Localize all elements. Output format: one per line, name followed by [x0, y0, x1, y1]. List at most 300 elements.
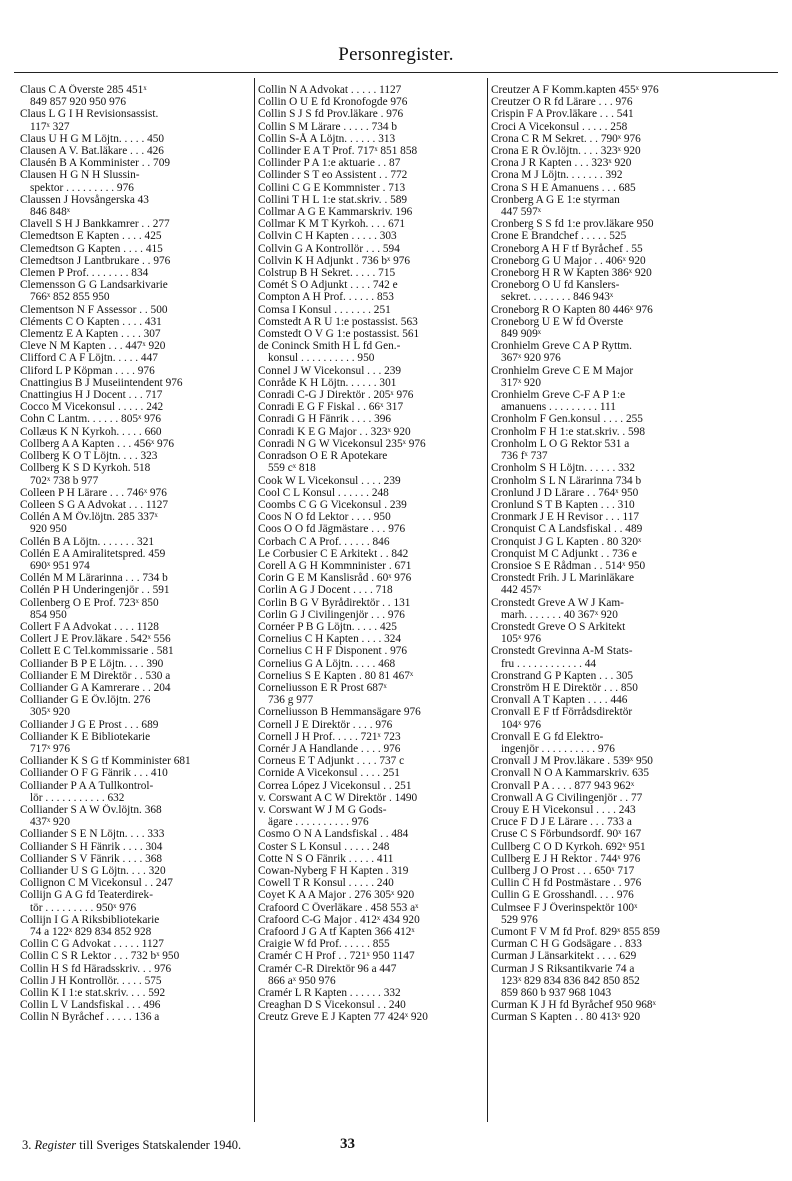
register-entry [20, 621, 250, 633]
entry-line: Le Corbusier C E Arkitekt . . 842 [258, 547, 409, 560]
entry-continuation: 447 597ˣ [501, 206, 541, 219]
page-footer [22, 1138, 782, 1153]
register-entry [20, 255, 250, 267]
entry-line: Coos O O fd Jägmästare . . . 976 [258, 523, 406, 536]
entry-continuation: spektor . . . . . . . . . 976 [30, 181, 134, 194]
register-entry [258, 719, 483, 731]
entry-continuation: 690ˣ 951 974 [30, 559, 90, 572]
entry-line: Crone E Brandchef . . . . . 525 [491, 230, 627, 243]
entry-line: Crona S H E Amanuens . . . 685 [491, 181, 636, 194]
register-entry [491, 316, 721, 340]
entry-line: Collin J H Kontrollör. . . . . 575 [20, 974, 162, 987]
entry-continuation: 437ˣ 920 [30, 816, 70, 829]
entry-line: Colliander B P E Löjtn. . . . 390 [20, 657, 164, 670]
entry-line: Creaghan D S Vicekonsul . . 240 [258, 999, 406, 1012]
register-entry [258, 304, 483, 316]
register-entry [258, 475, 483, 487]
register-entry [20, 1011, 250, 1023]
entry-line: Colliander J G E Prost . . . 689 [20, 718, 159, 731]
entry-continuation: 717ˣ 976 [30, 742, 70, 755]
entry-continuation: 367ˣ 920 976 [501, 352, 561, 365]
entry-line: Correa López J Vicekonsul . . 251 [258, 779, 412, 792]
register-entry [258, 96, 483, 108]
entry-line: Collmar A G E Kammarskriv. 196 [258, 206, 413, 219]
entry-line: Cronhielm Greve C E M Major [491, 364, 634, 377]
register-entry [258, 572, 483, 584]
register-entry [491, 792, 721, 804]
register-entry [491, 706, 721, 730]
column-divider-2 [487, 78, 488, 1122]
register-entry [20, 499, 250, 511]
register-entry [258, 316, 483, 328]
entry-continuation: 123ˣ 829 834 836 842 850 852 [501, 974, 640, 987]
register-entry [491, 194, 721, 218]
register-entry [491, 365, 721, 389]
register-entry [20, 767, 250, 779]
entry-line: Cleve N M Kapten . . . 447ˣ 920 [20, 340, 166, 353]
register-entry [20, 828, 250, 840]
entry-line: Collin O U E fd Kronofogde 976 [258, 96, 408, 109]
register-entry [491, 877, 721, 889]
register-entry [258, 963, 483, 987]
entry-line: Conradi G H Fänrik . . . . 396 [258, 413, 392, 426]
register-entry [491, 621, 721, 645]
entry-line: Curman J Länsarkitekt . . . . 629 [491, 950, 637, 963]
entry-line: Collberg K S D Kyrkoh. 518 [20, 462, 151, 475]
entry-line: Claussen J Hovsångerska 43 [20, 193, 149, 206]
register-entry [258, 291, 483, 303]
register-entry [20, 401, 250, 413]
entry-line: Corneliusson B Hemmansägare 976 [258, 706, 421, 719]
entry-line: Comstedt A R U 1:e postassist. 563 [258, 315, 418, 328]
entry-line: Colleen S G A Advokat . . . 1127 [20, 498, 169, 511]
register-entry [20, 999, 250, 1011]
entry-line: Cronholm F H 1:e stat.skriv. . 598 [491, 425, 645, 438]
entry-line: Collin S J S fd Prov.läkare . 976 [258, 108, 404, 121]
entry-line: Cronquist C A Landsfiskal . . 489 [491, 523, 643, 536]
entry-line: Corbach C A Prof. . . . . . 846 [258, 535, 390, 548]
register-entry [20, 865, 250, 877]
entry-line: Crona J R Kapten . . . 323ˣ 920 [491, 157, 632, 170]
register-entry [20, 194, 250, 218]
register-entry [258, 841, 483, 853]
entry-line: Colstrup B H Sekret. . . . . 715 [258, 267, 396, 280]
entry-line: Colliander G A Kamrerare . . 204 [20, 681, 171, 694]
footer-register-word: Register [34, 1138, 77, 1152]
entry-line: Cullin G E Grosshandl. . . . 976 [491, 889, 634, 902]
register-entry [20, 218, 250, 230]
register-entry [258, 792, 483, 804]
entry-line: Cronwall A G Civilingenjör . . 77 [491, 791, 643, 804]
register-entry [20, 938, 250, 950]
entry-line: Collén B A Löjtn. . . . . . . 321 [20, 535, 155, 548]
register-entry [258, 487, 483, 499]
entry-line: Crona C R M Sekret. . . 790ˣ 976 [491, 132, 641, 145]
entry-line: Conradi K E G Major . . 323ˣ 920 [258, 425, 411, 438]
register-entry [491, 96, 721, 108]
register-entry [258, 450, 483, 474]
entry-line: Cornell J E Direktör . . . . 976 [258, 718, 393, 731]
register-entry [20, 267, 250, 279]
entry-continuation: 849 857 920 950 976 [30, 96, 127, 109]
entry-line: Cronholm S L N Lärarinna 734 b [491, 474, 642, 487]
register-entry [258, 84, 483, 96]
register-entry [491, 828, 721, 840]
register-entry [258, 438, 483, 450]
entry-line: Collin L V Landsfiskal . . . 496 [20, 999, 161, 1012]
entry-line: Crona M J Löjtn. . . . . . . 392 [491, 169, 623, 182]
register-entry [491, 841, 721, 853]
entry-line: Comstedt O V G 1:e postassist. 561 [258, 328, 420, 341]
entry-line: Cronberg S S fd 1:e prov.läkare 950 [491, 218, 654, 231]
entry-line: v. Corswant A C W Direktör . 1490 [258, 791, 418, 804]
entry-line: Cronmark J E H Revisor . . . 117 [491, 511, 639, 524]
register-entry [258, 413, 483, 425]
entry-line: Cramér C H Prof . . 721ˣ 950 1147 [258, 950, 415, 963]
register-entry [258, 926, 483, 938]
entry-line: Cronstedt Grevinna A-M Stats- [491, 645, 633, 658]
register-entry [20, 133, 250, 145]
register-entry [491, 475, 721, 487]
entry-line: Cléments C O Kapten . . . . 431 [20, 315, 162, 328]
register-entry [491, 389, 721, 413]
register-entry [20, 987, 250, 999]
entry-continuation: tör . . . . . . . . . 950ˣ 976 [30, 901, 137, 914]
entry-line: Collvin K H Adjunkt . 736 bˣ 976 [258, 254, 411, 267]
entry-line: Collin S M Lärare . . . . . 734 b [258, 120, 397, 133]
register-entry [491, 597, 721, 621]
entry-line: Creutz Greve E J Kapten 77 424ˣ 920 [258, 1011, 428, 1024]
register-entry [491, 767, 721, 779]
register-entry [491, 865, 721, 877]
entry-continuation: konsul . . . . . . . . . . 950 [268, 352, 375, 365]
entry-line: Cronvall A T Kapten . . . . 446 [491, 694, 628, 707]
entry-line: Clausen H G N H Slussin- [20, 169, 140, 182]
register-entry [258, 243, 483, 255]
register-entry [258, 755, 483, 767]
register-entry [258, 560, 483, 572]
register-entry [20, 914, 250, 938]
register-entry [491, 548, 721, 560]
entry-line: Croneborg O U fd Kanslers- [491, 279, 620, 292]
register-entry [491, 938, 721, 950]
entry-line: Cnattingius H J Docent . . . 717 [20, 389, 163, 402]
entry-line: Clemedtson E Kapten . . . . 425 [20, 230, 162, 243]
entry-line: Comét S O Adjunkt . . . . 742 e [258, 279, 398, 292]
entry-line: Cronvall N O A Kammarskriv. 635 [491, 767, 650, 780]
entry-line: Crouy E H Vicekonsul . . . . 243 [491, 803, 636, 816]
register-entry [491, 560, 721, 572]
entry-line: Collin S-Å A Löjtn. . . . . . 313 [258, 132, 396, 145]
register-column-1 [20, 84, 250, 1024]
register-entry [258, 499, 483, 511]
entry-line: Crafoord C-G Major . 412ˣ 434 920 [258, 913, 420, 926]
register-entry [20, 572, 250, 584]
entry-line: Collén A M Öv.löjtn. 285 337ˣ [20, 511, 158, 524]
entry-line: Colliander S A W Öv.löjtn. 368 [20, 803, 162, 816]
entry-continuation: 317ˣ 920 [501, 376, 541, 389]
entry-line: Corneliusson E R Prost 687ˣ [258, 681, 387, 694]
entry-continuation: 866 aˣ 950 976 [268, 974, 336, 987]
entry-line: Croneborg H R W Kapten 386ˣ 920 [491, 267, 652, 280]
register-entry [258, 145, 483, 157]
entry-line: Colliander S E N Löjtn. . . . 333 [20, 828, 165, 841]
register-entry [20, 645, 250, 657]
entry-line: Colliander O F G Fänrik . . . 410 [20, 767, 168, 780]
entry-line: Cornelius C H F Disponent . 976 [258, 645, 408, 658]
register-entry [491, 670, 721, 682]
entry-continuation: 105ˣ 976 [501, 633, 541, 646]
register-column-2 [258, 84, 483, 1024]
register-entry [491, 511, 721, 523]
register-entry [20, 328, 250, 340]
register-entry [258, 121, 483, 133]
register-entry [491, 536, 721, 548]
entry-line: Cronstedt Frih. J L Marinläkare [491, 572, 634, 585]
entry-line: Coombs C G G Vicekonsul . 239 [258, 498, 407, 511]
register-entry [258, 682, 483, 706]
entry-line: Collignon C M Vicekonsul . . 247 [20, 877, 173, 890]
register-entry [20, 438, 250, 450]
register-entry [258, 108, 483, 120]
entry-line: Claus U H G M Löjtn. . . . . 450 [20, 132, 165, 145]
entry-line: Clementson N F Assessor . . 500 [20, 303, 168, 316]
entry-line: Creutzer O R fd Lärare . . . 976 [491, 96, 633, 109]
register-entry [491, 731, 721, 755]
entry-line: Cornér J A Handlande . . . . 976 [258, 742, 401, 755]
entry-line: Curman C H G Godsägare . . 833 [491, 938, 642, 951]
entry-line: Cronquist J G L Kapten . 80 320ˣ [491, 535, 642, 548]
register-entry [20, 694, 250, 718]
register-entry [258, 914, 483, 926]
register-entry [491, 755, 721, 767]
register-entry [20, 804, 250, 828]
entry-line: Cronhielm Greve C A P Ryttm. [491, 340, 632, 353]
entry-line: Collin N Byråchef . . . . . 136 a [20, 1011, 160, 1024]
register-entry [491, 645, 721, 669]
header-rule [14, 72, 778, 73]
entry-line: Clavell S H J Bankkamrer . . 277 [20, 218, 170, 231]
entry-line: Coyet K A A Major . 276 305ˣ 920 [258, 889, 415, 902]
register-entry [20, 304, 250, 316]
entry-line: Conradi C-G J Direktör . 205ˣ 976 [258, 389, 414, 402]
entry-line: Collén M M Lärarinna . . . 734 b [20, 572, 168, 585]
entry-line: Cornelius G A Löjtn. . . . . 468 [258, 657, 396, 670]
entry-line: Cronvall P A . . . . 877 943 962ˣ [491, 779, 635, 792]
entry-line: Conradi E G F Fiskal . . 66ˣ 317 [258, 401, 404, 414]
register-entry [258, 597, 483, 609]
register-entry [258, 182, 483, 194]
register-entry [20, 84, 250, 108]
register-entry [491, 1011, 721, 1023]
entry-line: Cronquist M C Adjunkt . . 736 e [491, 547, 637, 560]
entry-line: Collén P H Underingenjör . . 591 [20, 584, 170, 597]
entry-line: Cool C L Konsul . . . . . . 248 [258, 486, 389, 499]
register-entry [258, 279, 483, 291]
entry-line: Coos N O fd Lektor . . . . 950 [258, 511, 391, 524]
register-entry [258, 950, 483, 962]
register-entry [258, 523, 483, 535]
entry-continuation: 74 a 122ˣ 829 834 852 928 [30, 926, 152, 939]
entry-line: Colliander G E Öv.löjtn. 276 [20, 694, 151, 707]
register-entry [20, 841, 250, 853]
register-entry [491, 694, 721, 706]
register-entry [258, 731, 483, 743]
entry-line: Collvin G A Kontrollör . . . 594 [258, 242, 400, 255]
register-entry [491, 487, 721, 499]
register-entry [20, 719, 250, 731]
register-entry [20, 682, 250, 694]
entry-line: Cullberg J O Prost . . . 650ˣ 717 [491, 865, 635, 877]
register-entry [258, 584, 483, 596]
register-entry [258, 706, 483, 718]
entry-continuation: 305ˣ 920 [30, 706, 70, 719]
entry-line: Collberg A A Kapten . . . 456ˣ 976 [20, 437, 174, 450]
register-entry [20, 279, 250, 303]
entry-line: Collenberg O E Prof. 723ˣ 850 [20, 596, 159, 609]
register-entry [258, 157, 483, 169]
register-entry [491, 889, 721, 901]
register-entry [258, 999, 483, 1011]
entry-continuation: 849 909ˣ [501, 328, 541, 341]
entry-line: Clifford C A F Löjtn. . . . . 447 [20, 352, 158, 365]
register-entry [20, 975, 250, 987]
entry-continuation: ingenjör . . . . . . . . . . 976 [501, 742, 615, 755]
register-entry [258, 365, 483, 377]
entry-line: Collini T H L 1:e stat.skriv. . 589 [258, 193, 408, 206]
register-entry [20, 352, 250, 364]
entry-line: Cruce F D J E Lärare . . . 733 a [491, 816, 632, 829]
entry-continuation: 117ˣ 327 [30, 120, 70, 133]
register-entry [491, 304, 721, 316]
register-entry [491, 230, 721, 242]
register-entry [491, 572, 721, 596]
entry-line: Comsa I Konsul . . . . . . . 251 [258, 303, 391, 316]
register-entry [491, 145, 721, 157]
entry-line: Collén E A Amiralitetspred. 459 [20, 547, 166, 560]
entry-line: Clausen A V. Bat.läkare . . . 426 [20, 145, 164, 158]
entry-line: Cronholm F Gen.konsul . . . . 255 [491, 413, 643, 426]
entry-line: Cornelius C H Kapten . . . . 324 [258, 633, 402, 646]
entry-line: Cronstedt Greve O S Arkitekt [491, 620, 626, 633]
register-entry [20, 963, 250, 975]
register-entry [258, 536, 483, 548]
entry-line: Collæus K N Kyrkoh. . . . . 660 [20, 425, 162, 438]
register-entry [20, 487, 250, 499]
register-entry [20, 670, 250, 682]
entry-line: Crafoord C Överläkare . 458 553 aˣ [258, 901, 419, 914]
register-entry [20, 377, 250, 389]
register-entry [491, 279, 721, 303]
entry-continuation: sekret. . . . . . . . 846 943ˣ [501, 291, 614, 304]
register-entry [258, 987, 483, 999]
entry-line: Collinder E A T Prof. 717ˣ 851 858 [258, 145, 418, 158]
register-entry [258, 194, 483, 206]
entry-line: Collin N A Advokat . . . . . 1127 [258, 84, 402, 96]
entry-line: Croci A Vicekonsul . . . . . 258 [491, 120, 628, 133]
entry-line: Cronström H E Direktör . . . 850 [491, 681, 638, 694]
register-entry [258, 853, 483, 865]
entry-line: Cronholm S H Löjtn. . . . . . 332 [491, 462, 636, 475]
entry-continuation: amanuens . . . . . . . . . 111 [501, 401, 616, 414]
entry-line: Culmsee F J Överinspektör 100ˣ [491, 901, 638, 914]
entry-line: Collin K I 1:e stat.skriv. . . . 592 [20, 987, 166, 1000]
entry-continuation: 736 g 977 [268, 694, 314, 707]
entry-line: Cronsioe S E Rådman . . 514ˣ 950 [491, 559, 646, 572]
register-entry [258, 633, 483, 645]
register-entry [491, 267, 721, 279]
entry-line: Cowell T R Konsul . . . . . 240 [258, 877, 394, 890]
register-entry [491, 438, 721, 462]
entry-line: Cullberg C O D Kyrkoh. 692ˣ 951 [491, 840, 646, 853]
footer-text: till Sveriges Statskalender 1940. [79, 1138, 242, 1152]
register-entry [20, 426, 250, 438]
register-entry [491, 133, 721, 145]
entry-line: Clemedtson J Lantbrukare . . 976 [20, 254, 171, 267]
entry-line: Cosmo O N A Landsfiskal . . 484 [258, 828, 409, 841]
register-entry [258, 206, 483, 218]
register-entry [20, 316, 250, 328]
entry-line: Cronlund S T B Kapten . . . 310 [491, 498, 635, 511]
register-entry [20, 157, 250, 169]
register-entry [491, 963, 721, 1000]
register-entry [491, 84, 721, 96]
entry-continuation: 442 457ˣ [501, 584, 541, 597]
entry-line: Cramér L R Kapten . . . . . . 332 [258, 987, 401, 1000]
entry-line: Corlin A G J Docent . . . . 718 [258, 584, 393, 597]
register-entry [258, 401, 483, 413]
entry-line: Colliander P A A Tullkontrol- [20, 779, 154, 792]
entry-continuation: 766ˣ 852 855 950 [30, 291, 110, 304]
entry-line: Cornelius S E Kapten . 80 81 467ˣ [258, 669, 414, 682]
entry-continuation: marh. . . . . . . 40 367ˣ 920 [501, 608, 618, 621]
page-title: Personregister. [338, 44, 454, 65]
register-entry [20, 169, 250, 193]
register-entry [20, 548, 250, 572]
entry-line: Cornell J H Prof. . . . . 721ˣ 723 [258, 730, 401, 743]
entry-line: Corin G E M Kanslisråd . 60ˣ 976 [258, 572, 412, 585]
entry-line: Colliander S V Fänrik . . . . 368 [20, 852, 163, 865]
entry-line: Collett E C Tel.kommissarie . 581 [20, 645, 174, 658]
register-entry [20, 462, 250, 486]
register-entry [491, 950, 721, 962]
entry-line: Cullin C H fd Postmästare . . 976 [491, 877, 642, 890]
entry-line: Cornide A Vicekonsul . . . . 251 [258, 767, 400, 780]
entry-line: Collert F A Advokat . . . . 1128 [20, 620, 159, 633]
entry-line: Crafoord J G A tf Kapten 366 412ˣ [258, 926, 415, 939]
register-entry [491, 157, 721, 169]
entry-line: de Coninck Smith H L fd Gen.- [258, 340, 401, 353]
entry-line: Cronvall E F tf Förrådsdirektör [491, 706, 633, 719]
register-entry [20, 340, 250, 352]
register-entry [491, 902, 721, 926]
register-entry [20, 389, 250, 401]
entry-continuation: 559 cˣ 818 [268, 462, 316, 475]
register-entry [20, 853, 250, 865]
entry-line: Cronvall E G fd Elektro- [491, 730, 604, 743]
register-entry [20, 243, 250, 255]
register-entry [258, 877, 483, 889]
register-entry [491, 804, 721, 816]
register-entry [258, 1011, 483, 1023]
entry-line: Conråde K H Löjtn. . . . . . 301 [258, 376, 397, 389]
register-entry [258, 670, 483, 682]
entry-line: Clemen P Prof. . . . . . . . 834 [20, 267, 149, 280]
register-entry [491, 182, 721, 194]
entry-line: Cronstrand G P Kapten . . . 305 [491, 669, 634, 682]
entry-line: Colliander K E Bibliotekarie [20, 730, 151, 743]
entry-line: Cronvall J M Prov.läkare . 539ˣ 950 [491, 755, 653, 768]
